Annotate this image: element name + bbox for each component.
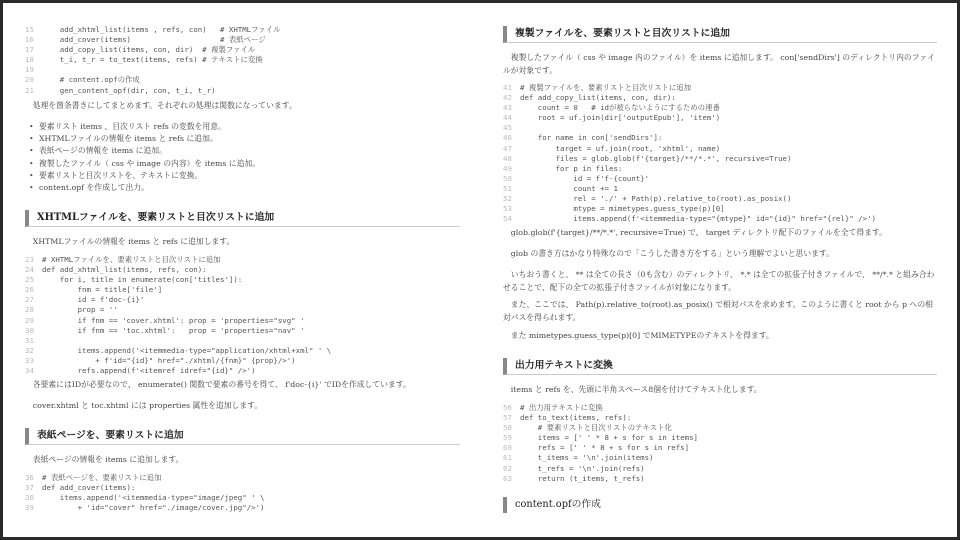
code-line: 44 root = uf.join(dir['outputEpub'], 'item') (503, 113, 721, 123)
list-item: • 要素リストと目次リストを、テキストに変換。 (25, 170, 460, 182)
list-item: • 表紙ページの情報を items に追加。 (25, 145, 460, 157)
list-item: • 要素リスト items 、目次リスト refs の変数を用意。 (25, 121, 460, 133)
code-line: 20 # content.opfの作成 (25, 75, 140, 85)
code-line: 57 def to_text(items, refs): (503, 413, 632, 423)
to-text-intro-paragraph: items と refs を、先頭に半角スペース8個を付けてテキスト化します。 (510, 385, 762, 394)
code-line: 59 items = [' ' * 8 + s for s in items] (503, 433, 698, 443)
section-heading-to-text: 出力用テキストに変換 (503, 358, 937, 375)
code-block-to-text (503, 403, 937, 484)
code-line: 29 if fnm == 'cover.xhtml': prop = 'properties="svg" ' (25, 315, 305, 325)
code-line: 46 for name in con['sendDirs']: (503, 133, 663, 143)
code-block-add-cover (25, 473, 460, 513)
code-line: 51 count += 1 (503, 183, 618, 193)
copy-intro-paragraph: 複製したファイル（ css や image 内のファイル）を items に追加します。 con['sendDirs'] のディレクトリ内のファイルが対象です。 (503, 53, 935, 75)
code-line: 49 for p in files: (503, 163, 623, 173)
code-line: 37 def add_cover(items): (25, 483, 136, 493)
code-line: 34 refs.append(f'<itemref idref="{id}" />') (25, 366, 256, 376)
code-line: 60 refs = [' ' * 8 + s for s in refs] (503, 443, 690, 453)
code-line: 26 fnm = title['file'] (25, 285, 163, 295)
section-heading-content-opf: content.opfの作成 (503, 497, 937, 513)
glob-syntax-paragraph: glob の書き方はかなり特殊なので「こうした書き方をする」という理解でよいと思います。 (510, 249, 834, 258)
code-line: 30 if fnm == 'toc.xhtml': prop = 'properties="nav" ' (25, 325, 305, 335)
mimetype-paragraph: また mimetypes.guess_type(p)[0] でMIMETYPEのテキストを得ます。 (510, 331, 774, 340)
section-heading-cover: 表紙ページを、要素リストに追加 (25, 428, 460, 445)
code-line: 36 # 表紙ページを、要素リストに追加 (25, 473, 162, 482)
code-line: 50 id = f'f-{count}' (503, 173, 650, 183)
code-line: 24 def add_xhtml_list(items, refs, con): (25, 265, 207, 275)
code-line: 45 (503, 123, 512, 133)
xhtml-intro-paragraph: XHTMLファイルの情報を items と refs に追加します。 (32, 237, 235, 246)
code-line: 33 + f'id="{id}" href="./xhtml/{fnm}" {prop}/>') (25, 355, 296, 365)
xhtml-properties-paragraph: cover.xhtml と toc.xhtml には properties 属性を追加します。 (32, 401, 263, 410)
xhtml-id-paragraph: 各要素にはIDが必要なので、 enumerate() 関数で要素の番号を得て、 f'doc-{i}' でIDを作成しています。 (32, 380, 411, 389)
glob-explanation-paragraph: glob.glob(f'{target}/**/*.*', recursive=True) で、 target ディレクトリ配下のファイルを全て得ます。 (510, 228, 887, 237)
code-line: 56 # 出力用テキストに変換 (503, 403, 603, 412)
list-item: • 複製したファイル（ css や image の内容）を items に追加。 (25, 158, 460, 170)
code-line: 25 for i, title in enumerate(con['titles']): (25, 275, 243, 285)
code-line: 62 t_refs = '\n'.join(refs) (503, 463, 645, 473)
code-line: 28 prop = '' (25, 305, 118, 315)
section-heading-copy: 複製ファイルを、要素リストと目次リストに追加 (503, 26, 937, 43)
code-line: 42 def add_copy_list(items, con, dir): (503, 93, 676, 103)
list-item: • XHTMLファイルの情報を items と refs に追加。 (25, 133, 460, 145)
cover-intro-paragraph: 表紙ページの情報を items に追加します。 (32, 455, 184, 464)
code-line: 27 id = f'doc-{i}' (25, 295, 145, 305)
code-line: 17 add_copy_list(items, con, dir) # 複製ファイル (25, 45, 256, 55)
code-line: 32 items.append('<itemmedia-type="application/xhtml+xml" ' \ (25, 345, 332, 355)
code-line: 52 rel = './' + Path(p).relative_to(root).as_posix() (503, 194, 792, 204)
code-line: 53 mtype = mimetypes.guess_type(p)[0] (503, 204, 725, 214)
code-line: 61 t_items = '\n'.join(items) (503, 453, 654, 463)
code-line: 16 add_cover(items) # 表紙ページ (25, 35, 266, 45)
right-column (503, 3, 937, 537)
code-line: 47 target = uf.join(root, 'xhtml', name) (503, 143, 721, 153)
list-item: • content.opf を作成して出力。 (25, 182, 460, 194)
code-block-main (25, 25, 460, 96)
left-column (25, 3, 460, 537)
code-line: 21 gen_content_opf(dir, con, t_i, t_r) (25, 85, 216, 95)
code-block-add-copy-list (503, 83, 937, 224)
glob-pattern-paragraph: いちおう書くと、 ** は全ての長さ（0も含む）のディレクトリ、 *.* は全ての拡張子付きファイルで、 **/*.* と組み合わせることで、配下の全ての拡張子付きファイルが対象になります。 (503, 270, 935, 292)
code-line: 38 items.append('<itemmedia-type="image/jpeg" ' \ (25, 493, 265, 503)
code-line: 23 # XHTMLファイルを、要素リストと目次リストに追加 (25, 255, 221, 264)
process-bullet-list (25, 121, 460, 194)
code-line: 48 files = glob.glob(f'{target}/**/*.*', recursive=True) (503, 153, 792, 163)
document-page (3, 3, 957, 537)
summary-paragraph: 処理を箇条書きにしてまとめます。それぞれの処理は関数になっています。 (32, 101, 297, 110)
code-line: 39 + 'id="cover" href="./image/cover.jpg"/>') (25, 503, 265, 513)
code-line: 54 items.append(f'<itemmedia-type="{mtype}" id="{id}" href="{rel}" />') (503, 214, 876, 224)
section-heading-xhtml: XHTMLファイルを、要素リストと目次リストに追加 (25, 210, 460, 227)
code-block-add-xhtml-list (25, 255, 460, 376)
code-line: 63 return (t_items, t_refs) (503, 473, 645, 483)
code-line: 58 # 要素リストと目次リストのテキスト化 (503, 423, 672, 433)
code-line: 43 count = 0 # idが被らないようにするための連番 (503, 103, 720, 113)
code-line: 41 # 複製ファイルを、要素リストと目次リストに追加 (503, 83, 692, 92)
relative-path-paragraph: また、ここでは、 Path(p).relative_to(root).as_posix() で相対パスを求めます。このように書くと root から p への相対パスを得られます。 (503, 300, 933, 322)
code-line: 31 (25, 335, 34, 345)
code-line: 18 t_i, t_r = to_text(items, refs) # テキストに変換 (25, 55, 263, 65)
code-line: 19 (25, 65, 34, 75)
code-line: 15 add_xhtml_list(items , refs, con) # XHTMLファイル (25, 25, 281, 34)
